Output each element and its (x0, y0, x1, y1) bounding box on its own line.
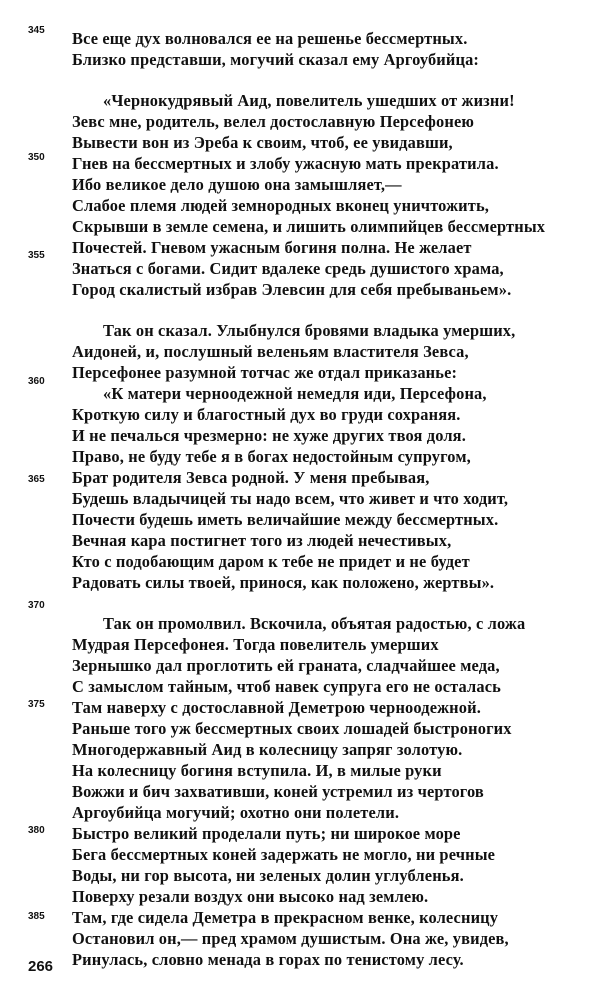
verse-line: Брат родителя Зевса родной. У меня пребывая, (72, 468, 430, 487)
verse-line: Почестей. Гневом ужасным богиня полна. Не желает (72, 238, 472, 257)
verse-line-number: 355 (28, 250, 45, 261)
verse-line: «К матери черноодежной немедля иди, Персефона, (103, 384, 487, 403)
page-number: 266 (28, 958, 54, 975)
verse-line: Почести будешь иметь величайшие между бессмертных. (72, 510, 499, 529)
verse-line: Зернышко дал проглотить ей граната, сладчайшее меда, (72, 656, 500, 675)
verse-line-number: 350 (28, 152, 45, 163)
verse-line: Так он сказал. Улыбнулся бровями владыка умерших, (103, 321, 516, 340)
verse-line: Знаться с богами. Сидит вдалеке средь душистого храма, (72, 259, 504, 278)
verse-line: Вечная кара постигнет того из людей нечестивых, (72, 531, 452, 550)
verse-line: Кто с подобающим даром к тебе не придет и не будет (72, 552, 470, 571)
verse-line: Мудрая Персефонея. Тогда повелитель умерших (72, 635, 439, 654)
verse-line: Все еще дух волновался ее на решенье бессмертных. (72, 29, 468, 48)
verse-line-number: 365 (28, 474, 45, 485)
verse-line: Там, где сидела Деметра в прекрасном венке, колесницу (72, 908, 499, 927)
verse-line: Будешь владычицей ты надо всем, что живет и что ходит, (72, 489, 509, 508)
verse-line: Кроткую силу и благостный дух во груди сохраняя. (72, 405, 461, 424)
verse-line: На колесницу богиня вступила. И, в милые руки (72, 761, 442, 780)
verse-line: Так он промолвил. Вскочила, объятая радостью, с ложа (103, 614, 526, 633)
verse-line: И не печалься чрезмерно: не хуже других твоя доля. (72, 426, 466, 445)
verse-line: С замыслом тайным, чтоб навек супруга его не осталась (72, 677, 501, 696)
verse-line: Вывести вон из Эреба к своим, чтоб, ее увидавши, (72, 133, 453, 152)
verse-line: Бега бессмертных коней задержать не могло, ни речные (72, 845, 496, 864)
verse-line: Аргоубийца могучий; охотно они полетели. (72, 803, 400, 822)
verse-line: Гнев на бессмертных и злобу ужасную мать прекратила. (72, 154, 499, 173)
verse-line: Скрывши в земле семена, и лишить олимпийцев бессмертных (72, 217, 546, 236)
verse-line: Быстро великий проделали путь; ни широкое море (72, 824, 461, 843)
verse-line-number: 360 (28, 376, 45, 387)
verse-line: Право, не буду тебе я в богах недостойным супругом, (72, 447, 471, 466)
verse-line: Ибо великое дело душою она замышляет,— (72, 175, 402, 194)
verse-line-number: 385 (28, 911, 45, 922)
verse-line-number: 375 (28, 699, 45, 710)
verse-line: Многодержавный Аид в колесницу запряг золотую. (72, 740, 463, 759)
verse-line: Там наверху с достославной Деметрою черноодежной. (72, 698, 481, 717)
verse-line: «Чернокудрявый Аид, повелитель ушедших от жизни! (103, 91, 515, 110)
verse-line: Персефонее разумной тотчас же отдал приказанье: (72, 363, 458, 382)
verse-line-number: 380 (28, 825, 45, 836)
verse-line: Аидоней, и, послушный веленьям властителя Зевса, (72, 342, 469, 361)
verse-line: Вожжи и бич захвативши, коней устремил из чертогов (72, 782, 484, 801)
verse-line: Остановил он,— пред храмом душистым. Она же, увидев, (72, 929, 509, 948)
verse-line: Раньше того уж бессмертных своих лошадей быстроногих (72, 719, 512, 738)
verse-line: Слабое племя людей земнородных вконец уничтожить, (72, 196, 490, 215)
verse-line: Радовать силы твоей, принося, как положено, жертвы». (72, 573, 495, 592)
verse-line: Город скалистый избрав Элевсин для себя пребываньем». (72, 280, 512, 299)
verse-line: Близко представши, могучий сказал ему Аргоубийца: (72, 50, 480, 69)
verse-line: Поверху резали воздух они высоко над землею. (72, 887, 429, 906)
verse-line-number: 370 (28, 600, 45, 611)
verse-line: Ринулась, словно менада в горах по тенистому лесу. (72, 950, 464, 969)
verse-line: Воды, ни гор высота, ни зеленых долин углубленья. (72, 866, 464, 885)
verse-line-number: 345 (28, 25, 45, 36)
verse-line: Зевс мне, родитель, велел достославную Персефонею (72, 112, 475, 131)
